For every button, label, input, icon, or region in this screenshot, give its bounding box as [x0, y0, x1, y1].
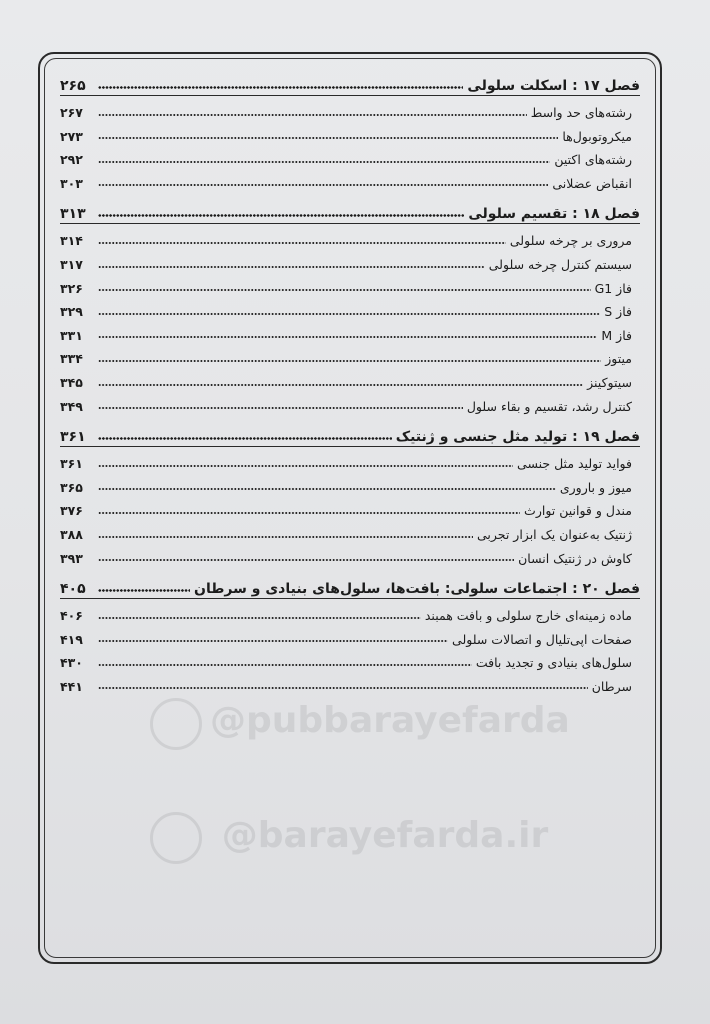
leader-dots	[98, 616, 421, 620]
leader-dots	[98, 436, 392, 441]
toc-entry-title: ماده زمینه‌ای خارج سلولی و بافت همبند	[424, 608, 632, 624]
chapter-title: فصل ۱۹ : تولید مثل جنسی و ژنتیک	[395, 429, 640, 446]
toc-entry-title: رشته‌های اکتین	[554, 152, 632, 168]
toc-entry-title: مندل و قوانین توارث	[524, 503, 632, 519]
chapter-heading	[60, 569, 640, 596]
toc-entry	[60, 518, 640, 542]
leader-dots	[98, 359, 601, 363]
toc-entry-title: سیستم کنترل چرخه سلولی	[488, 257, 632, 273]
toc-entry-title: کنترل رشد، تقسیم و بقاء سلول	[466, 398, 632, 414]
leader-dots	[98, 686, 588, 690]
leader-dots	[98, 639, 448, 643]
toc-entry-page-number: ۳۱۷	[60, 257, 83, 273]
leader-dots	[98, 113, 527, 117]
chapter-page-number: ۴۰۵	[60, 581, 86, 598]
toc-entry	[60, 342, 640, 366]
toc-entry-page-number: ۳۳۱	[60, 327, 83, 343]
toc-entry	[60, 623, 640, 647]
toc-entry	[60, 120, 640, 144]
toc-entry	[60, 599, 640, 623]
leader-dots	[98, 183, 548, 187]
toc-entry-page-number: ۳۲۹	[60, 304, 83, 320]
leader-dots	[98, 535, 473, 539]
leader-dots	[98, 558, 514, 562]
toc-entry	[60, 494, 640, 518]
toc-entry-page-number: ۴۴۱	[60, 678, 83, 694]
toc-entry-title: مروری بر چرخه سلولی	[509, 233, 632, 249]
toc-entry-page-number: ۴۱۹	[60, 631, 83, 647]
toc-entry	[60, 319, 640, 343]
leader-dots	[98, 265, 485, 269]
chapter-heading	[60, 66, 640, 93]
toc-entry-page-number: ۳۸۸	[60, 527, 83, 542]
toc-entry	[60, 471, 640, 495]
toc-entry-title: رشته‌های حد واسط	[530, 105, 632, 121]
toc-entry-title: میوز و باروری	[559, 479, 632, 495]
leader-dots	[98, 288, 591, 292]
toc-entry-page-number: ۳۴۵	[60, 375, 83, 391]
toc-entry	[60, 447, 640, 471]
leader-dots	[98, 136, 558, 140]
leader-dots	[98, 588, 190, 593]
toc-entry-page-number: ۳۲۶	[60, 280, 83, 296]
chapter-heading	[60, 194, 640, 221]
leader-dots	[98, 160, 550, 164]
leader-dots	[98, 464, 513, 468]
leader-dots	[98, 213, 464, 218]
chapter-page-number: ۲۶۵	[60, 78, 86, 94]
toc-entry	[60, 646, 640, 670]
toc-entry-title: ژنتیک به‌عنوان یک ابزار تجربی	[476, 527, 632, 542]
leader-dots	[98, 511, 520, 515]
toc-entry-page-number: ۳۶۱	[60, 456, 83, 472]
toc-entry-title: میکروتوبول‌ها	[562, 128, 632, 144]
toc-entry-page-number: ۳۳۴	[60, 351, 83, 367]
toc-entry-page-number: ۴۰۶	[60, 608, 83, 624]
toc-entry-title: میتوز	[605, 351, 632, 367]
toc-entry-page-number: ۳۰۳	[60, 175, 83, 191]
toc-entry-page-number: ۲۶۷	[60, 105, 83, 121]
toc-entry	[60, 390, 640, 414]
toc-entry	[60, 143, 640, 167]
toc-entry-title: فاز G1	[594, 280, 632, 296]
toc-entry	[60, 295, 640, 319]
chapter-heading	[60, 417, 640, 444]
toc-entry-page-number: ۲۷۳	[60, 128, 83, 144]
toc-entry	[60, 167, 640, 191]
toc-entry-page-number: ۳۶۵	[60, 479, 83, 495]
toc-entry	[60, 542, 640, 566]
chapter-title: فصل ۲۰ : اجتماعات سلولی: بافت‌ها، سلول‌های بنیادی و سرطان	[194, 581, 640, 598]
leader-dots	[98, 383, 583, 387]
toc-entry-page-number: ۳۹۳	[60, 550, 83, 566]
toc-entry-page-number: ۴۳۰	[60, 655, 83, 671]
leader-dots	[98, 663, 472, 667]
leader-dots	[98, 241, 506, 245]
toc-entry-title: صفحات اپی‌تلیال و اتصالات سلولی	[452, 631, 632, 647]
toc-entry	[60, 272, 640, 296]
toc-entry-title: فاز S	[604, 304, 632, 320]
chapter-title: فصل ۱۷ : اسکلت سلولی	[467, 78, 640, 94]
leader-dots	[98, 335, 597, 339]
toc-entry-title: کاوش در ژنتیک انسان	[518, 550, 632, 566]
toc-entry-page-number: ۳۷۶	[60, 503, 83, 519]
chapter-title: فصل ۱۸ : تقسیم سلولی	[468, 206, 640, 223]
toc-entry-title: انقباض عضلانی	[552, 175, 632, 191]
toc-entry-title: سرطان	[591, 678, 632, 694]
leader-dots	[98, 487, 556, 491]
chapter-page-number: ۳۶۱	[60, 429, 86, 446]
toc-entry-page-number: ۳۴۹	[60, 398, 83, 414]
toc-entry	[60, 366, 640, 390]
toc-entry	[60, 224, 640, 248]
watermark-text: @barayefarda.ir	[221, 815, 549, 856]
leader-dots	[98, 406, 463, 410]
leader-dots	[98, 312, 600, 316]
toc-entry	[60, 670, 640, 694]
chapter-page-number: ۳۱۳	[60, 206, 86, 223]
toc-entry-title: فواید تولید مثل جنسی	[517, 456, 632, 472]
toc-entry-page-number: ۲۹۲	[60, 152, 83, 168]
watermark-text: @pubbarayefarda	[210, 700, 570, 741]
toc-entry	[60, 96, 640, 120]
table-of-contents	[60, 66, 640, 693]
leader-dots	[98, 85, 463, 90]
toc-entry-page-number: ۳۱۴	[60, 233, 83, 249]
toc-entry-title: سیتوکینز	[587, 375, 632, 391]
toc-entry-title: سلول‌های بنیادی و تجدید بافت	[475, 655, 632, 671]
toc-entry-title: فاز M	[601, 327, 632, 343]
toc-entry	[60, 248, 640, 272]
